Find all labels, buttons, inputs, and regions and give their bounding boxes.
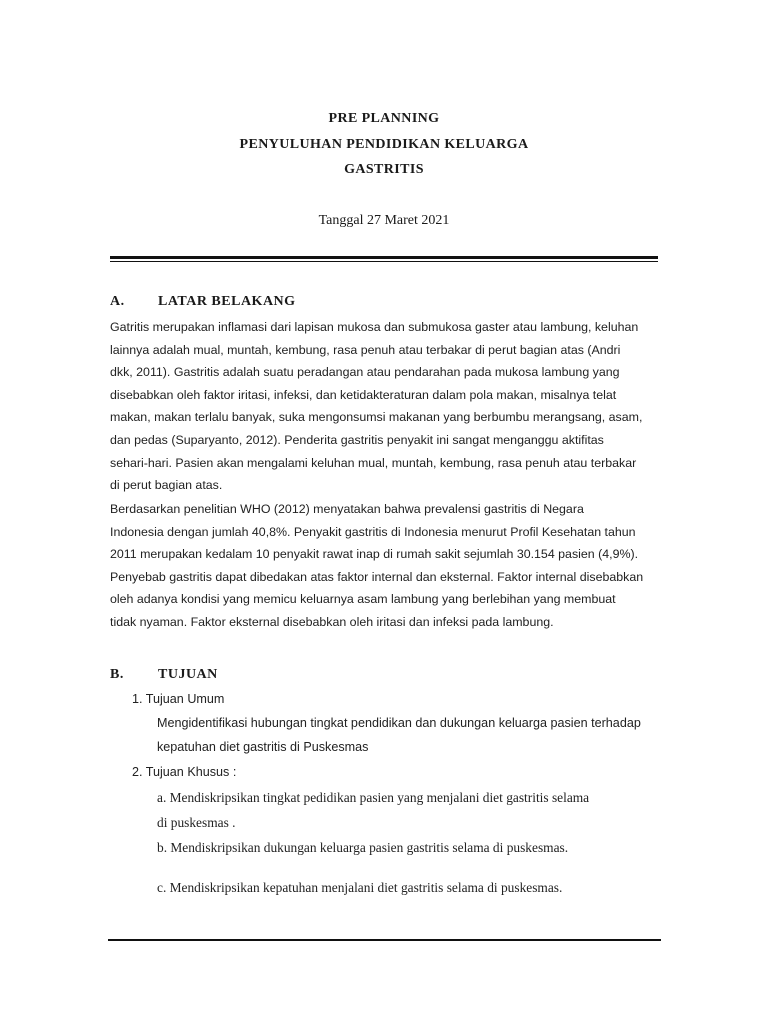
header-divider-thick xyxy=(110,256,658,259)
tujuan-khusus-label: 2. Tujuan Khusus : xyxy=(132,765,237,779)
paragraph-line: tidak nyaman. Faktor eksternal disebabkan oleh iritasi dan infeksi pada lambung. xyxy=(110,614,554,629)
title-gastritis: GASTRITIS xyxy=(344,162,424,177)
section-a-letter: A. xyxy=(110,294,125,309)
tujuan-umum-text-line: Mengidentifikasi hubungan tingkat pendidikan dan dukungan keluarga pasien terhadap xyxy=(157,716,641,730)
section-b-letter: B. xyxy=(110,667,124,682)
tujuan-umum-text-line: kepatuhan diet gastritis di Puskesmas xyxy=(157,740,369,754)
section-a-title: LATAR BELAKANG xyxy=(158,294,296,309)
paragraph-line: Berdasarkan penelitian WHO (2012) menyatakan bahwa prevalensi gastritis di Negara xyxy=(110,502,584,516)
footer-divider xyxy=(108,939,661,941)
paragraph-line: Indonesia dengan jumlah 40,8%. Penyakit gastritis di Indonesia menurut Profil Kesehatan tahun xyxy=(110,524,636,539)
paragraph-line: dan pedas (Suparyanto, 2012). Penderita gastritis penyakit ini sangat menganggu aktifitas xyxy=(110,432,604,447)
paragraph-line: makan, makan terlalu banyak, suka mengonsumsi makanan yang berbumbu merangsang, asam, xyxy=(110,410,643,425)
paragraph-line: Penyebab gastritis dapat dibedakan atas faktor internal dan eksternal. Faktor internal disebabkan xyxy=(110,569,644,584)
paragraph-line: sehari-hari. Pasien akan mengalami keluhan mual, muntah, kembung, rasa penuh atau terbakar xyxy=(110,455,637,470)
paragraph-line: di perut bagian atas. xyxy=(110,478,223,493)
paragraph-line: lainnya adalah mual, muntah, kembung, rasa penuh atau terbakar di perut bagian atas (Andri xyxy=(110,342,621,357)
tujuan-khusus-item-a: a. Mendiskripsikan tingkat pedidikan pasien yang menjalani diet gastritis selama xyxy=(157,790,590,805)
paragraph-line: dkk, 2011). Gastritis adalah suatu peradangan atau pendarahan pada mukosa lambung yang xyxy=(110,365,620,380)
paragraph-line: disebabkan oleh faktor iritasi, infeksi, dan ketidakteraturan dalam pola makan, misalnya telat xyxy=(110,387,617,402)
document-date: Tanggal 27 Maret 2021 xyxy=(318,213,450,228)
section-a-heading xyxy=(110,294,296,310)
section-a-paragraph-2 xyxy=(110,498,662,634)
header-divider-thin xyxy=(110,261,658,262)
section-b-heading xyxy=(110,667,218,683)
tujuan-khusus-item-c: c. Mendiskripsikan kepatuhan menjalani diet gastritis selama di puskesmas. xyxy=(157,880,563,895)
title-pre-planning: PRE PLANNING xyxy=(328,111,440,126)
section-a-paragraph-1 xyxy=(110,316,662,497)
tujuan-khusus-item-b: b. Mendiskripsikan dukungan keluarga pasien gastritis selama di puskesmas. xyxy=(157,840,569,855)
paragraph-line: oleh adanya kondisi yang memicu keluarnya asam lambung yang berlebihan yang membuat xyxy=(110,592,616,607)
title-penyuluhan: PENYULUHAN PENDIDIKAN KELUARGA xyxy=(239,137,529,152)
section-b-title: TUJUAN xyxy=(158,667,218,682)
paragraph-line: 2011 merupakan kedalam 10 penyakit rawat inap di rumah sakit sejumlah 30.154 pasien (4,9%). xyxy=(110,547,639,562)
paragraph-line: Gatritis merupakan inflamasi dari lapisan mukosa dan submukosa gaster atau lambung, keluhan xyxy=(110,320,639,334)
tujuan-umum-label: 1. Tujuan Umum xyxy=(132,692,225,706)
tujuan-khusus-item-a-continued: di puskesmas . xyxy=(157,815,236,830)
